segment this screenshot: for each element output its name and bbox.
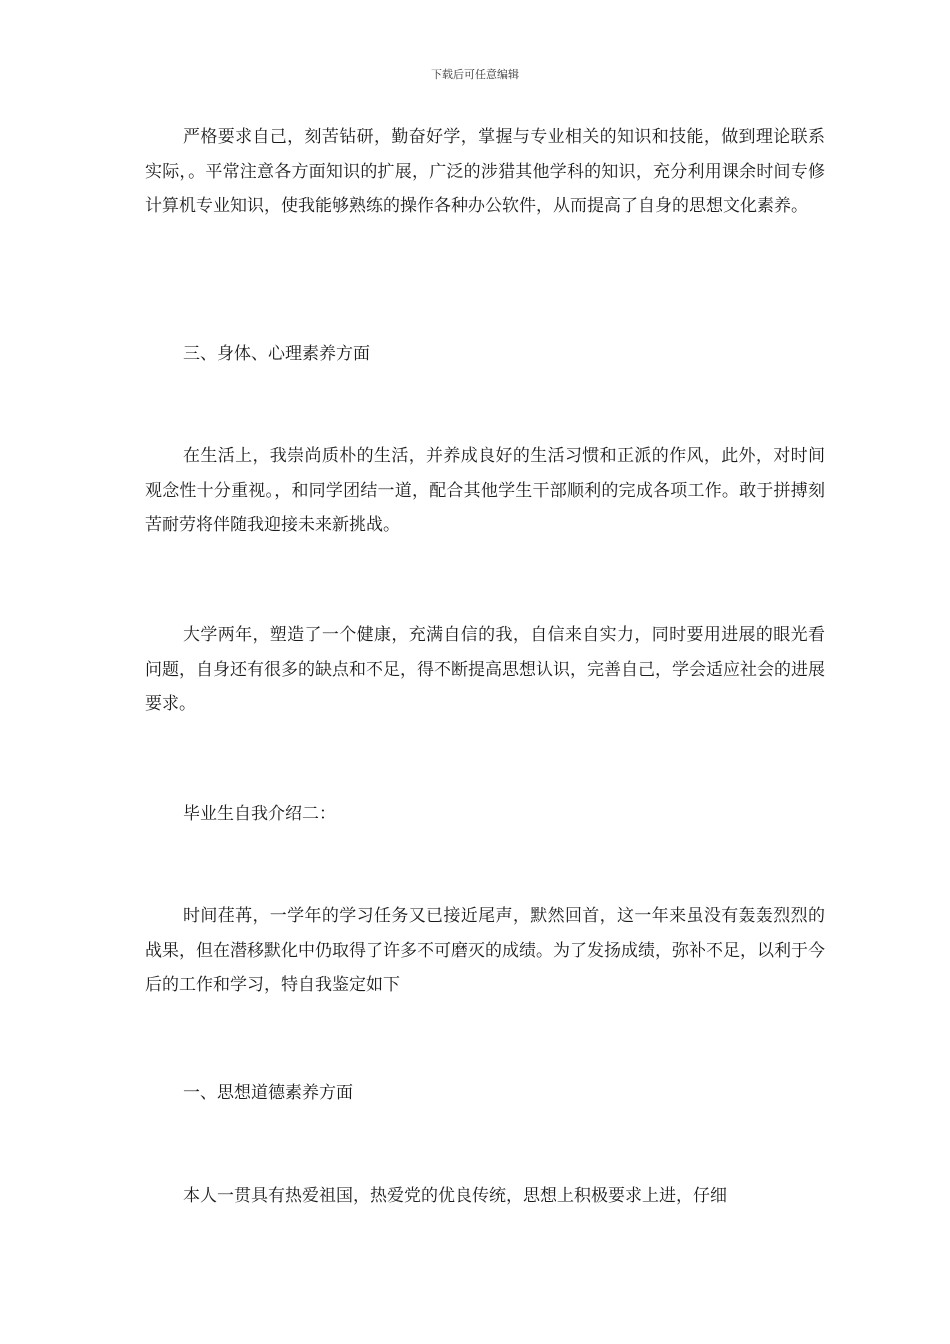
section-heading-ideology-morality: 一、思想道德素养方面	[183, 1083, 353, 1103]
paragraph-life: 在生活上，我崇尚质朴的生活，并养成良好的生活习惯和正派的作风，此外，对时间观念性十分重视。，和同学团结一道，配合其他学生干部顺利的完成各项工作。敢于拼搏刻苦耐劳将伴随我迎接未来新挑战。	[145, 446, 825, 535]
paragraph-study: 严格要求自己，刻苦钻研，勤奋好学，掌握与专业相关的知识和技能，做到理论联系实际，。平常注意各方面知识的扩展，广泛的涉猎其他学科的知识，充分利用课余时间专修计算机专业知识，使我能够熟练的操作各种办公软件，从而提高了自身的思想文化素养。	[145, 127, 825, 216]
paragraph-patriotism: 本人一贯具有热爱祖国，热爱党的优良传统，思想上积极要求上进，仔细	[183, 1186, 727, 1206]
download-editable-note: 下载后可任意编辑	[431, 68, 519, 81]
paragraph-two-years: 大学两年，塑造了一个健康，充满自信的我，自信来自实力，同时要用进展的眼光看问题，自身还有很多的缺点和不足，得不断提高思想认识，完善自己，学会适应社会的进展要求。	[145, 625, 825, 714]
paragraph-time-passes: 时间荏苒，一学年的学习任务又已接近尾声，默然回首，这一年来虽没有轰轰烈烈的战果，但在潜移默化中仍取得了许多不可磨灭的成绩。为了发扬成绩，弥补不足，以利于今后的工作和学习，特自我鉴定如下	[145, 906, 825, 995]
section-heading-physical-mental: 三、身体、心理素养方面	[183, 344, 370, 364]
heading-self-intro-two: 毕业生自我介绍二：	[183, 804, 336, 824]
